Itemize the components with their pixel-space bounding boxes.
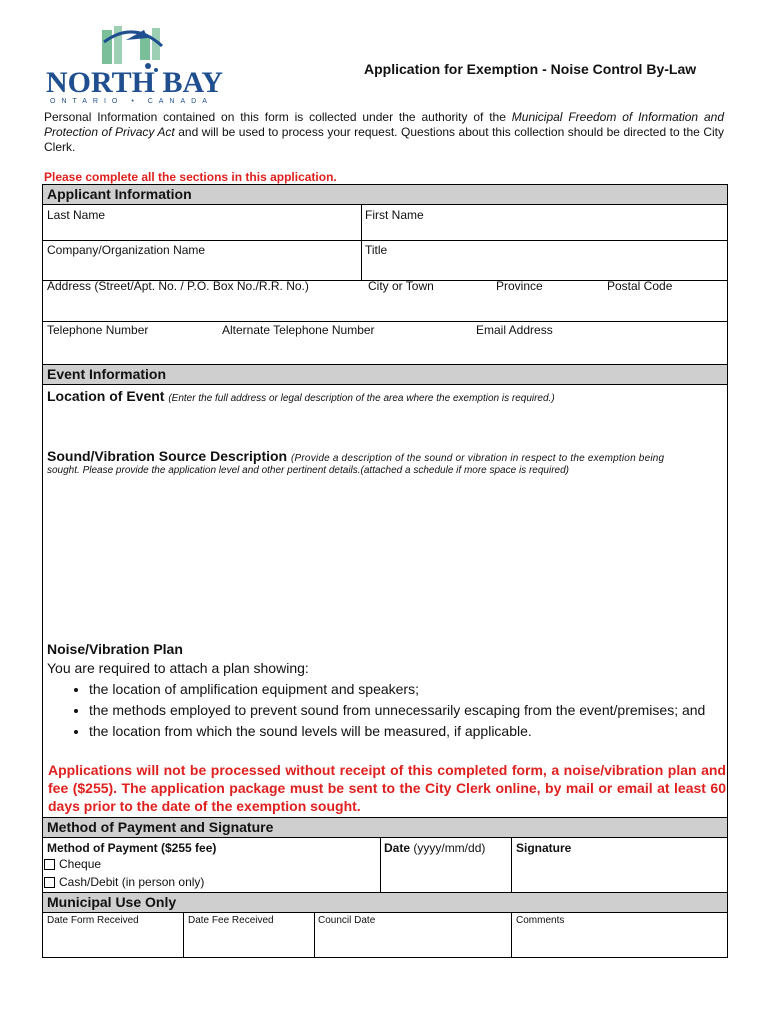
signature-label: Signature	[516, 841, 572, 855]
divider	[43, 321, 727, 322]
city-label: City or Town	[368, 279, 434, 293]
date-fee-received-label: Date Fee Received	[188, 915, 274, 926]
cash-debit-option[interactable]	[44, 875, 204, 889]
last-name-field[interactable]	[43, 221, 359, 239]
postal-code-field[interactable]	[605, 295, 725, 319]
first-name-field[interactable]	[362, 221, 726, 239]
divider	[380, 837, 381, 892]
date-format: (yyyy/mm/dd)	[413, 841, 486, 855]
north-bay-logo	[44, 22, 224, 110]
location-heading	[47, 388, 555, 404]
last-name-label: Last Name	[47, 208, 106, 222]
council-date-label: Council Date	[318, 915, 376, 926]
email-field[interactable]	[474, 338, 726, 362]
logo-tagline: ONTARIO • CANADA	[50, 98, 213, 105]
comments-label: Comments	[516, 915, 565, 926]
city-field[interactable]	[366, 295, 492, 319]
address-field[interactable]	[43, 295, 363, 319]
title-label: Title	[365, 243, 388, 257]
privacy-act-name: Municipal Freedom of Information and Protection of Privacy Act	[44, 110, 724, 139]
title-field[interactable]	[362, 257, 726, 277]
logo-name: NORTH BAY	[46, 66, 224, 99]
alt-telephone-field[interactable]	[220, 338, 470, 362]
privacy-text-2: and will be used to process your request. Questions about this collection should be directed to the City Clerk.	[44, 125, 724, 154]
divider	[183, 912, 184, 957]
date-label-text: Date	[384, 841, 411, 855]
plan-heading: Noise/Vibration Plan	[47, 641, 183, 657]
sound-description-field[interactable]	[45, 482, 725, 634]
address-label: Address (Street/Apt. No. / P.O. Box No./R.R. No.)	[47, 279, 309, 293]
date-field[interactable]	[383, 858, 509, 890]
plan-intro: You are required to attach a plan showing:	[47, 660, 309, 676]
office-section-heading: Municipal Use Only	[43, 892, 727, 913]
cash-debit-checkbox[interactable]	[44, 877, 55, 888]
applicant-section-heading: Applicant Information	[43, 184, 727, 205]
payment-method-label: Method of Payment ($255 fee)	[47, 841, 217, 855]
payment-section-heading: Method of Payment and Signature	[43, 817, 727, 838]
location-title: Location of Event	[47, 388, 165, 404]
event-section-heading: Event Information	[43, 364, 727, 385]
sound-hint-line-1: (Provide a description of the sound or vibration in respect to the exemption being	[291, 453, 665, 464]
date-label	[384, 841, 485, 855]
sound-hint-line-2: sought. Please provide the application level and other pertinent details.(attached a schedule if more space is required)	[47, 465, 569, 476]
privacy-notice	[44, 110, 724, 155]
divider	[511, 912, 512, 957]
processing-warning: Applications will not be processed without receipt of this completed form, a noise/vibration plan and fee ($255). The application package must be sent to the City Clerk online, by mail or email at least 60 days prior to the date of the exemption sought.	[48, 762, 726, 814]
sound-title: Sound/Vibration Source Description	[47, 448, 288, 464]
document-title: Application for Exemption - Noise Control By-Law	[364, 61, 697, 77]
privacy-text-1: Personal Information contained on this form is collected under the authority of the	[44, 110, 512, 124]
cash-debit-label: Cash/Debit (in person only)	[59, 875, 205, 889]
sound-description-heading	[47, 448, 664, 464]
company-field[interactable]	[43, 257, 359, 277]
cheque-option[interactable]	[44, 857, 101, 871]
email-label: Email Address	[476, 323, 553, 337]
province-label: Province	[496, 279, 543, 293]
list-item: • the methods employed to prevent sound from unnecessarily escaping from the event/premises; and	[89, 700, 727, 721]
company-label: Company/Organization Name	[47, 243, 206, 257]
signature-field[interactable]	[514, 858, 725, 890]
telephone-field[interactable]	[43, 338, 217, 362]
date-form-received-label: Date Form Received	[47, 915, 139, 926]
province-field[interactable]	[494, 295, 604, 319]
divider	[511, 837, 512, 892]
divider	[314, 912, 315, 957]
location-field[interactable]	[45, 406, 725, 444]
cheque-checkbox[interactable]	[44, 859, 55, 870]
location-hint: (Enter the full address or legal description of the area where the exemption is required.)	[168, 393, 555, 404]
plan-requirements-list	[47, 679, 727, 742]
cheque-label: Cheque	[59, 857, 102, 871]
divider	[43, 240, 727, 241]
first-name-label: First Name	[365, 208, 424, 222]
instruction-text: Please complete all the sections in this application.	[44, 170, 337, 184]
list-item: • the location of amplification equipment and speakers;	[89, 679, 727, 700]
alt-telephone-label: Alternate Telephone Number	[222, 323, 375, 337]
list-item: • the location from which the sound levels will be measured, if applicable.	[89, 721, 727, 742]
postal-code-label: Postal Code	[607, 279, 673, 293]
telephone-label: Telephone Number	[47, 323, 149, 337]
